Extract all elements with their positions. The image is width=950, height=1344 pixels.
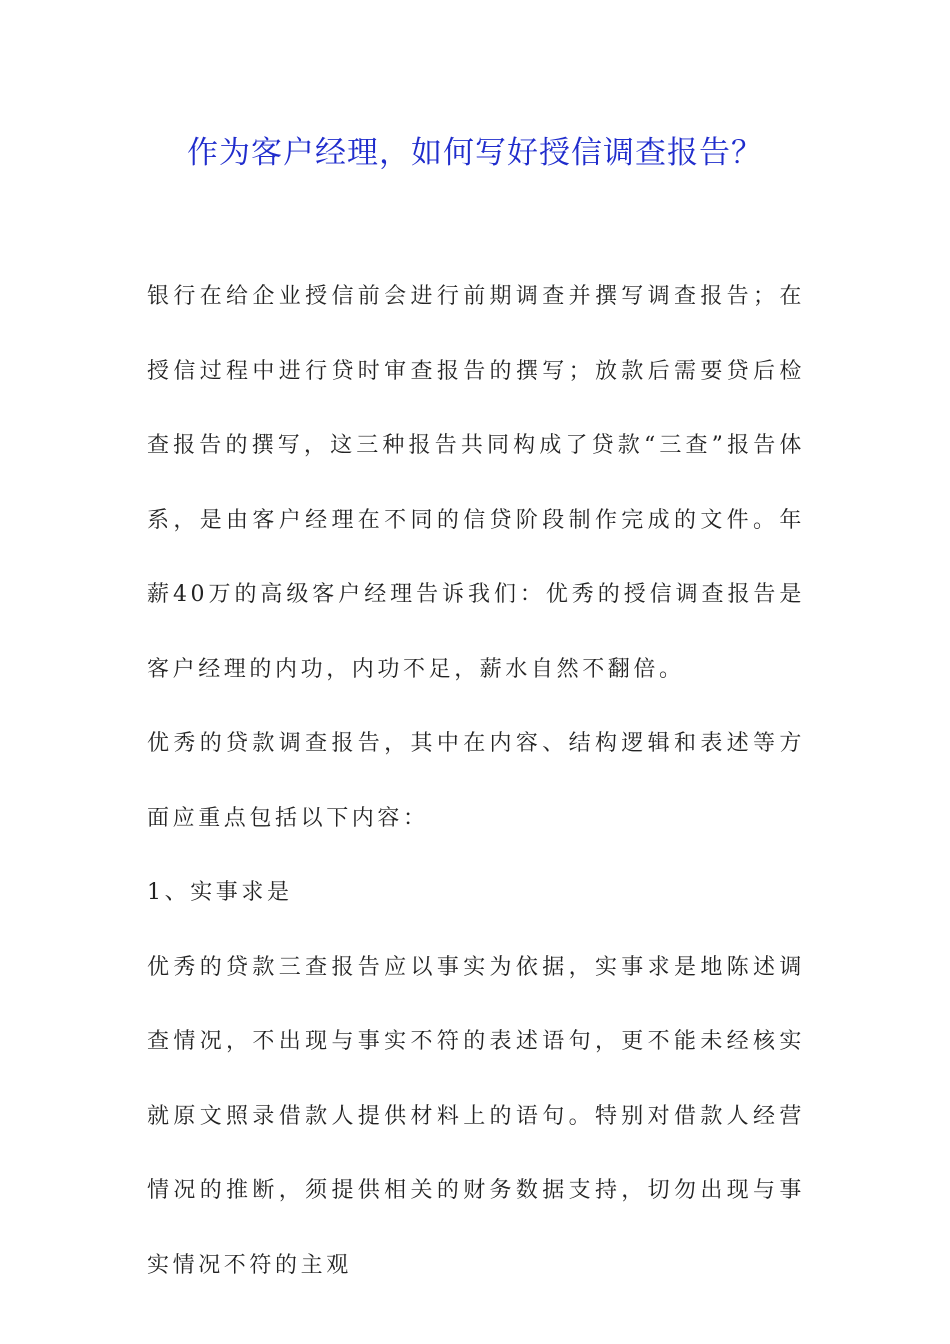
paragraph-overview: 优秀的贷款调查报告，其中在内容、结构逻辑和表述等方面应重点包括以下内容： — [147, 731, 805, 831]
paragraph-intro: 银行在给企业授信前会进行前期调查并撰写调查报告；在授信过程中进行贷时审查报告的撰写；放款后需要贷后检查报告的撰写，这三种报告共同构成了贷款“三查”报告体系，是由客户经理在不同的信贷阶段制作完成的文件。年薪40万的高级客户经理告诉我们：优秀的授信调查报告是客户经理的内功，内功不足，薪水自然不翻倍。 — [147, 284, 805, 682]
document-body — [147, 260, 805, 1303]
paragraph-section-1: 优秀的贷款三查报告应以事实为依据，实事求是地陈述调查情况，不出现与事实不符的表述语句，更不能未经核实就原文照录借款人提供材料上的语句。特别对借款人经营情况的推断，须提供相关的财务数据支持，切勿出现与事实情况不符的主观 — [147, 954, 805, 1278]
page-title: 作为客户经理，如何写好授信调查报告？ — [187, 135, 763, 171]
section-heading-1: 1、实事求是 — [147, 880, 293, 905]
